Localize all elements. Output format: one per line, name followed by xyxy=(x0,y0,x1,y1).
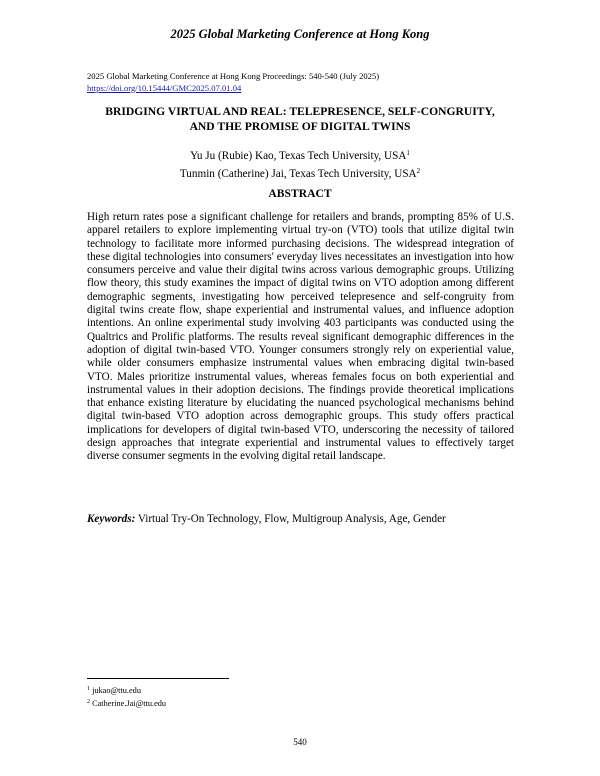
author-2-name: Tunmin (Catherine) Jai, Texas Tech University, USA xyxy=(179,168,417,180)
author-1-name: Yu Ju (Rubie) Kao, Texas Tech University, USA xyxy=(190,150,407,162)
proceedings-info xyxy=(87,71,379,94)
author-2-footnote-mark: 2 xyxy=(416,167,421,175)
footnotes xyxy=(87,684,166,709)
page-number: 540 xyxy=(293,737,307,747)
abstract-body: High return rates pose a significant challenge for retailers and brands, prompting 85% of U.S. apparel retailers to explore implementing virtual try-on (VTO) tools that utilize digital twin technology to facilitate more informed purchasing decisions. The widespread integration of these digital technologies into consumers' everyday lives necessitates an investigation into how consumers perceive and value their digital twins across various demographic groups. Utilizing flow theory, this study examines the impact of digital twins on VTO adoption among different demographic segments, investigating how perceived telepresence and self-congruity from digital twins create flow, shape experiential and instrumental values, and influence adoption intentions. An online experimental study involving 403 participants was conducted using the Qualtrics and Prolific platforms. The results reveal significant demographic differences in the adoption of digital twin-based VTO. Younger consumers strongly rely on experiential value, while older consumers emphasize instrumental values when embracing digital twin-based VTO. Males prioritize instrumental values, whereas females focus on both experiential and instrumental values in their adoption decisions. The findings provide theoretical implications that enhance existing literature by elucidating the nuanced psychological mechanisms behind digital twin-based VTO adoption across demographic groups. This study offers practical implications for developers of digital twin-based VTO, underscoring the necessity of tailored design approaches that integrate experiential and instrumental values to effectively target diverse consumer segments in the evolving digital retail landscape. xyxy=(87,211,514,463)
keywords-text: Virtual Try-On Technology, Flow, Multigroup Analysis, Age, Gender xyxy=(137,513,446,525)
title-line-1: BRIDGING VIRTUAL AND REAL: TELEPRESENCE, SELF-CONGRUITY, xyxy=(105,105,495,118)
footnote-1-text: jukao@ttu.edu xyxy=(92,686,141,695)
paper-title xyxy=(70,105,530,134)
keywords xyxy=(87,513,514,525)
footnote-2-mark: 2 xyxy=(87,698,90,705)
abstract-heading: ABSTRACT xyxy=(268,187,332,200)
author-list xyxy=(0,146,600,182)
footnote-2 xyxy=(87,697,166,710)
author-2 xyxy=(0,164,600,182)
footnote-1 xyxy=(87,684,166,697)
running-header: 2025 Global Marketing Conference at Hong Kong xyxy=(170,27,430,41)
keywords-label: Keywords: xyxy=(87,513,136,525)
footnote-1-mark: 1 xyxy=(87,686,90,692)
author-1-footnote-mark: 1 xyxy=(406,149,410,157)
title-line-2: AND THE PROMISE OF DIGITAL TWINS xyxy=(189,119,411,133)
footnote-divider xyxy=(87,678,229,679)
author-1 xyxy=(0,146,600,164)
proceedings-citation: 2025 Global Marketing Conference at Hong Kong Proceedings: 540-540 (July 2025) xyxy=(87,71,380,81)
footnote-2-text: Catherine.Jai@ttu.edu xyxy=(92,698,167,708)
doi-link[interactable]: https://doi.org/10.15444/GMC2025.07.01.04 xyxy=(87,82,242,93)
